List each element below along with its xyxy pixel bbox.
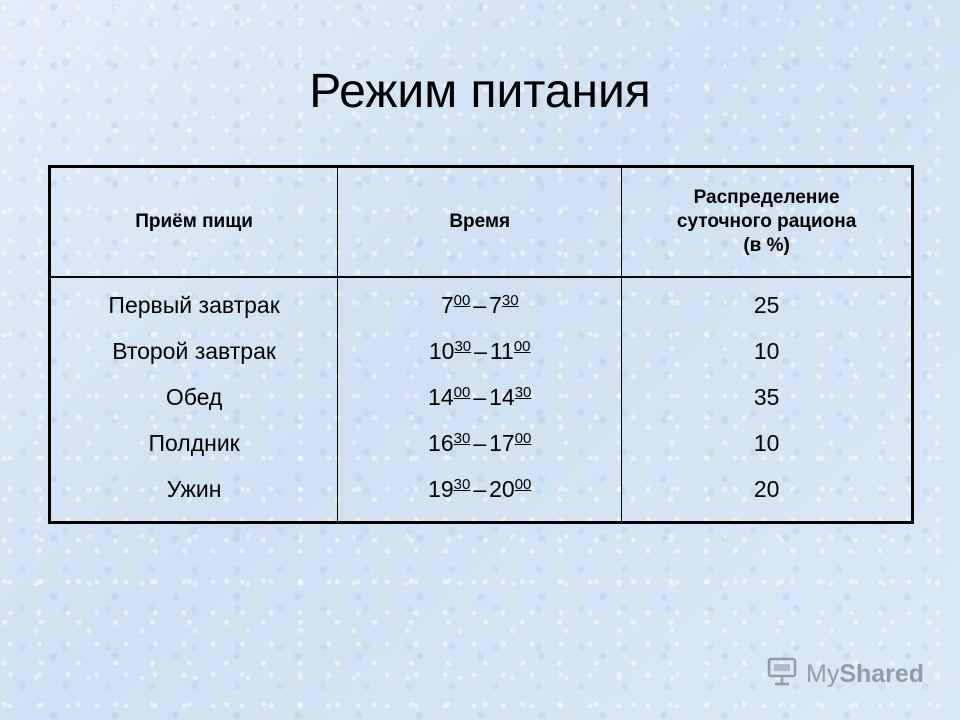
end-minute: 00 [513, 338, 531, 355]
end-minute: 30 [501, 292, 519, 309]
watermark-my: My [806, 660, 840, 688]
percent-value: 20 [753, 476, 780, 502]
start-hour: 16 [428, 430, 454, 456]
share-column [622, 277, 913, 523]
end-hour: 14 [489, 384, 515, 410]
time-range [344, 331, 615, 377]
start-minute: 30 [453, 476, 471, 493]
end-minute: 30 [514, 384, 532, 401]
header-time: Время [338, 167, 622, 278]
end-hour: 20 [489, 476, 515, 502]
range-dash: – [473, 292, 487, 318]
end-hour: 17 [489, 430, 515, 456]
meal-name: Первый завтрак [108, 292, 280, 318]
end-hour: 7 [489, 292, 502, 318]
range-dash: – [474, 338, 487, 364]
time-range [344, 423, 615, 469]
meal-name: Ужин [166, 476, 222, 502]
meal-name: Второй завтрак [112, 338, 276, 364]
start-minute: 30 [454, 338, 472, 355]
end-minute: 00 [514, 476, 532, 493]
header-meal: Приём пищи [50, 167, 338, 278]
percent-value: 10 [753, 338, 780, 364]
table-header-row [50, 167, 913, 278]
time-range [344, 469, 615, 515]
time-range [344, 285, 615, 331]
header-share-line: суточного рациона [676, 211, 857, 232]
watermark-shared: Shared [839, 660, 925, 688]
start-hour: 10 [428, 338, 455, 364]
start-hour: 19 [428, 476, 454, 502]
start-hour: 7 [440, 292, 454, 318]
meal-name: Обед [165, 384, 223, 410]
percent-value: 10 [753, 430, 780, 456]
time-range [344, 377, 615, 423]
page-title: Режим питания [309, 65, 651, 118]
header-share [622, 167, 913, 278]
header-share-line: (в %) [743, 235, 790, 256]
percent-value: 25 [753, 292, 780, 318]
end-hour: 11 [489, 338, 514, 364]
start-minute: 30 [453, 430, 471, 447]
start-minute: 00 [453, 292, 471, 309]
meal-schedule-table [48, 165, 914, 524]
start-hour: 14 [428, 384, 454, 410]
time-column [338, 277, 622, 523]
start-minute: 00 [453, 384, 471, 401]
meal-name: Полдник [148, 430, 240, 456]
table-body-row [50, 277, 913, 523]
range-dash: – [473, 430, 487, 456]
header-share-line: Распределение [693, 187, 840, 208]
end-minute: 00 [514, 430, 532, 447]
range-dash: – [473, 384, 487, 410]
meal-column [50, 277, 338, 523]
percent-value: 35 [753, 384, 780, 410]
myshared-watermark [766, 656, 924, 693]
range-dash: – [473, 476, 487, 502]
presentation-board-icon [766, 656, 800, 693]
